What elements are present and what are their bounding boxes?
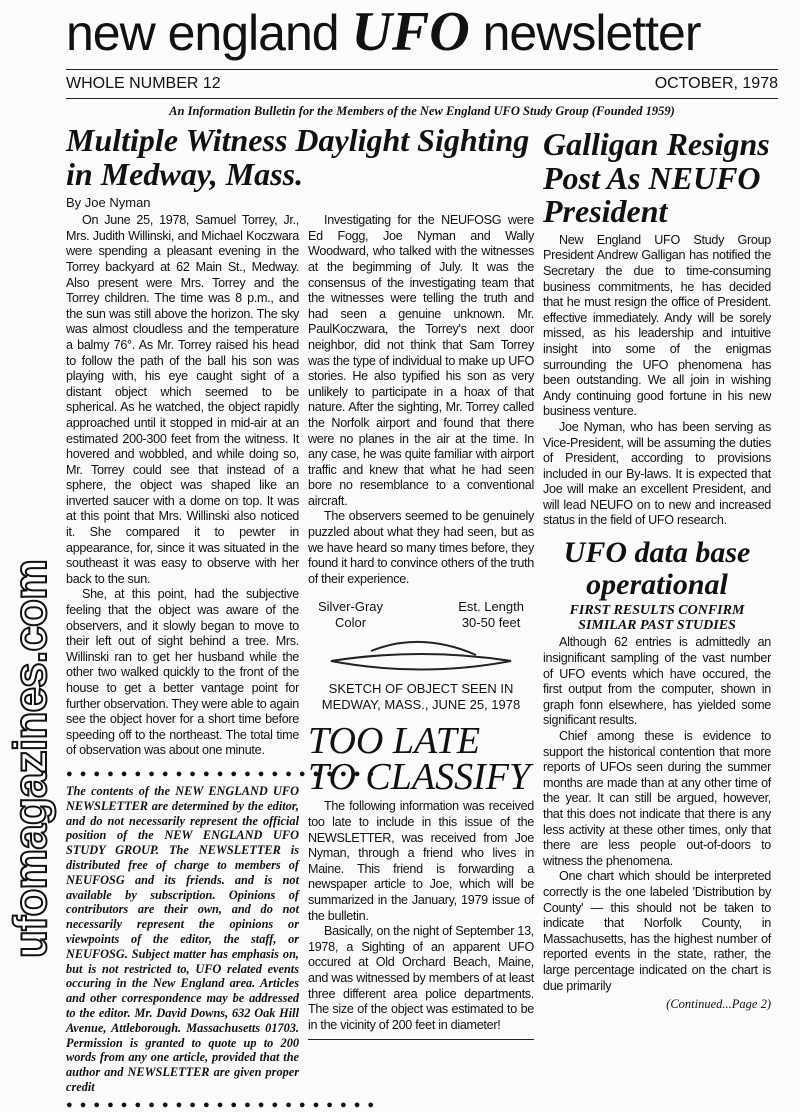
article3-body <box>543 233 771 529</box>
paragraph: She, at this point, had the subjective feeling that the object was aware of the observers, and it slowly began to move to their left out of sight behind a tree. Mrs. Willinski ran to get her husband while the other two walked quickly to the front of the house to get a better vantage point for further observation. They were able to again see the object hover for a short time before speeding off to the northeast. The total time of observation was about one minute. <box>66 587 299 758</box>
issue-date: OCTOBER, 1978 <box>654 75 778 92</box>
article2-body <box>308 799 534 1033</box>
paragraph: The following information was received too late to include in this issue of the NEWSLETTER, was received from Joe Nyman, through a friend who lives in Maine. This friend is forwarding a newspaper article to Joe, which will be summarized in the January, 1979 issue of the bulletin. <box>308 799 534 923</box>
ufo-sketch <box>308 599 534 713</box>
sketch-labels <box>308 599 534 631</box>
article4-body <box>543 635 771 994</box>
article1-col2 <box>308 213 534 587</box>
dots-top: ● ● ● ● ● ● ● ● ● ● ● ● ● ● ● ● ● ● ● ● ● ● ● <box>66 767 377 780</box>
masthead-pre: new england <box>66 5 339 61</box>
article2-title: TOO LATE TO CLASSIFY <box>308 720 531 799</box>
column-3 <box>543 128 771 1012</box>
masthead <box>66 2 778 63</box>
sketch-color-label: Silver-Gray Color <box>318 599 384 631</box>
column-2 <box>308 195 534 1112</box>
continued-note: (Continued...Page 2) <box>666 997 771 1012</box>
paragraph: Basically, on the night of September 13, 1978, a Sighting of an apparent UFO occured at Old Orchard Beach, Maine, and was witnessed by members of at least three different area police departments. The size of the object was estimated to be in the vicinity of 200 feet in diameter! <box>308 924 534 1032</box>
article1-title: Multiple Witness Daylight Sighting in Medway, Mass. <box>66 122 530 192</box>
tagline: An Information Bulletin for the Members of the New England UFO Study Group (Founded 1959) <box>169 104 675 118</box>
issue-number: WHOLE NUMBER 12 <box>66 75 221 92</box>
article3-title: Galligan Resigns Post As NEUFO President <box>543 126 770 230</box>
sketch-caption: SKETCH OF OBJECT SEEN IN MEDWAY, MASS., JUNE 25, 1978 <box>321 681 521 713</box>
article4-subtitle: FIRST RESULTS CONFIRM SIMILAR PAST STUDIES <box>569 603 745 633</box>
masthead-post: newsletter <box>482 5 701 61</box>
masthead-ufo: UFO <box>351 1 470 63</box>
paragraph: Joe Nyman, who has been serving as Vice-President, will be assuming the duties of President, according to provisions included in our By-laws. It is expected that Joe will make an excellent President, and will lead NEUFO on to new and increased status in the field of UFO research. <box>543 419 771 528</box>
paragraph: Chief among these is evidence to support the historical contention that more reports of UFOs seen during the summer months are made than at any other time of the year. It can still be argued, however, that this does not indicate that there is any less activity at these other times, only that there are less people out-of-doors to witness the phenomena. <box>543 729 771 868</box>
paragraph: Investigating for the NEUFOSG were Ed Fogg, Joe Nyman and Wally Woodward, who talked with the witnesses at the begimming of July. It was the consensus of the investigating team that the witnesses were telling the truth and had seen a genuine unknown. Mr. PaulKoczwara, the Torrey's next door neighbor, did not think that Sam Torrey was the type of individual to make up UFO stories. He also typified his son as very unlikely to participate in a hoax of that nature. After the sighting, Mr. Torrey called the Norfolk airport and found that there were no planes in the air at the time. In any case, he was quite familiar with airport traffic and knew that what he had seen bore no resemblance to a conventional aircraft. <box>308 213 534 508</box>
article1-region <box>66 124 534 1112</box>
issue-line <box>66 74 778 94</box>
column-rule <box>308 1039 534 1040</box>
article1-byline: By Joe Nyman <box>66 195 151 211</box>
editorial-notice: The contents of the NEW ENGLAND UFO NEWSLETTER are determined by the editor, and do not necessarily represent the official position of the NEW ENGLAND UFO STUDY GROUP. The NEWSLETTER is distributed free of charge to members of NEUFOSG and its friends. and is not available by subscription. Opinions of contributors are their own, and do not necessarily represent the opinions or viewpoints of the editor, the staff, or NEUFOSG. Subject matter has emphasis on, but is not restricted to, UFO related events occuring in the New England area. Articles and other correspondence may be addressed to the editor. Mr. David Downs, 632 Oak Hill Avenue, Attleborough. Massachusetts 01703. Permission is granted to quote up to 200 words from any one article, provided that the author and NEWSLETTER are given proper credit <box>66 783 299 1094</box>
paragraph: One chart which should be interpreted correctly is the one labeled 'Distribution by County' — this should not be taken to indicate that Norfolk County, in Massachusetts, has the highest number of reported events in the state, rather, the large percentage indicated on the chart is due primarily <box>543 869 771 993</box>
article1-col1 <box>66 213 299 759</box>
masthead-rule <box>66 69 778 70</box>
article4-title: UFO data base operational <box>563 536 751 601</box>
paragraph: The observers seemed to be genuinely puzzled about what they had seen, but as we have heard so many times before, they found it hard to convince others of the truth of their experience. <box>308 509 534 586</box>
issue-rule <box>66 98 778 99</box>
columns-1-2 <box>66 195 534 1112</box>
paragraph: On June 25, 1978, Samuel Torrey, Jr., Mrs. Judith Willinski, and Michael Koczwara were spending a pleasant evening in the Torrey backyard at 62 Main St., Medway. Also present were Mrs. Torrey and the Torrey children. The time was 8 p.m., and the sun was still above the horizon. The sky was almost cloudless and the temperature a balmy 76°. As Mr. Torrey raised his head to follow the path of the ball his son was playing with, his eye caught sight of a distant object which seemed to be spherical. As he watched, the object rapidly approached until it stopped in mid-air at an estimated 200-300 feet from the witness. It hovered and wobbled, and while doing so, Mr. Torrey could see that instead of a sphere, the object was shaped like an inverted saucer with a dome on top. It was at this point that Mrs. Willinski also noticed it. She compared it to pewter in appearance, for, since it was situated in the southeast it was easy to observe with her back to the sun. <box>66 213 299 586</box>
saucer-drawing <box>326 633 516 681</box>
paragraph: Although 62 entries is admittedly an insignificant sampling of the vast number of UFO events which have occured, the first output from the computer, shown in graph fonn elsewhere, has yielded some significant results. <box>543 635 771 728</box>
dots-bottom: ● ● ● ● ● ● ● ● ● ● ● ● ● ● ● ● ● ● ● ● ● ● ● <box>66 1098 377 1111</box>
paragraph: New England UFO Study Group President Andrew Galligan has notified the Secretary the due to time-consuming business commitments, he has decided that he must resign the office of President. effective immediately. Andy will be sorely missed, as his leadership and intuitive insight into some of the enigmas surrounding the UFO phenomena has been outstanding. We all join in wishing Andy continuing good fortune in his new business venture. <box>543 232 771 419</box>
watermark: ufomagazines.com <box>4 560 56 959</box>
sketch-length-label: Est. Length 30-50 feet <box>458 599 524 631</box>
